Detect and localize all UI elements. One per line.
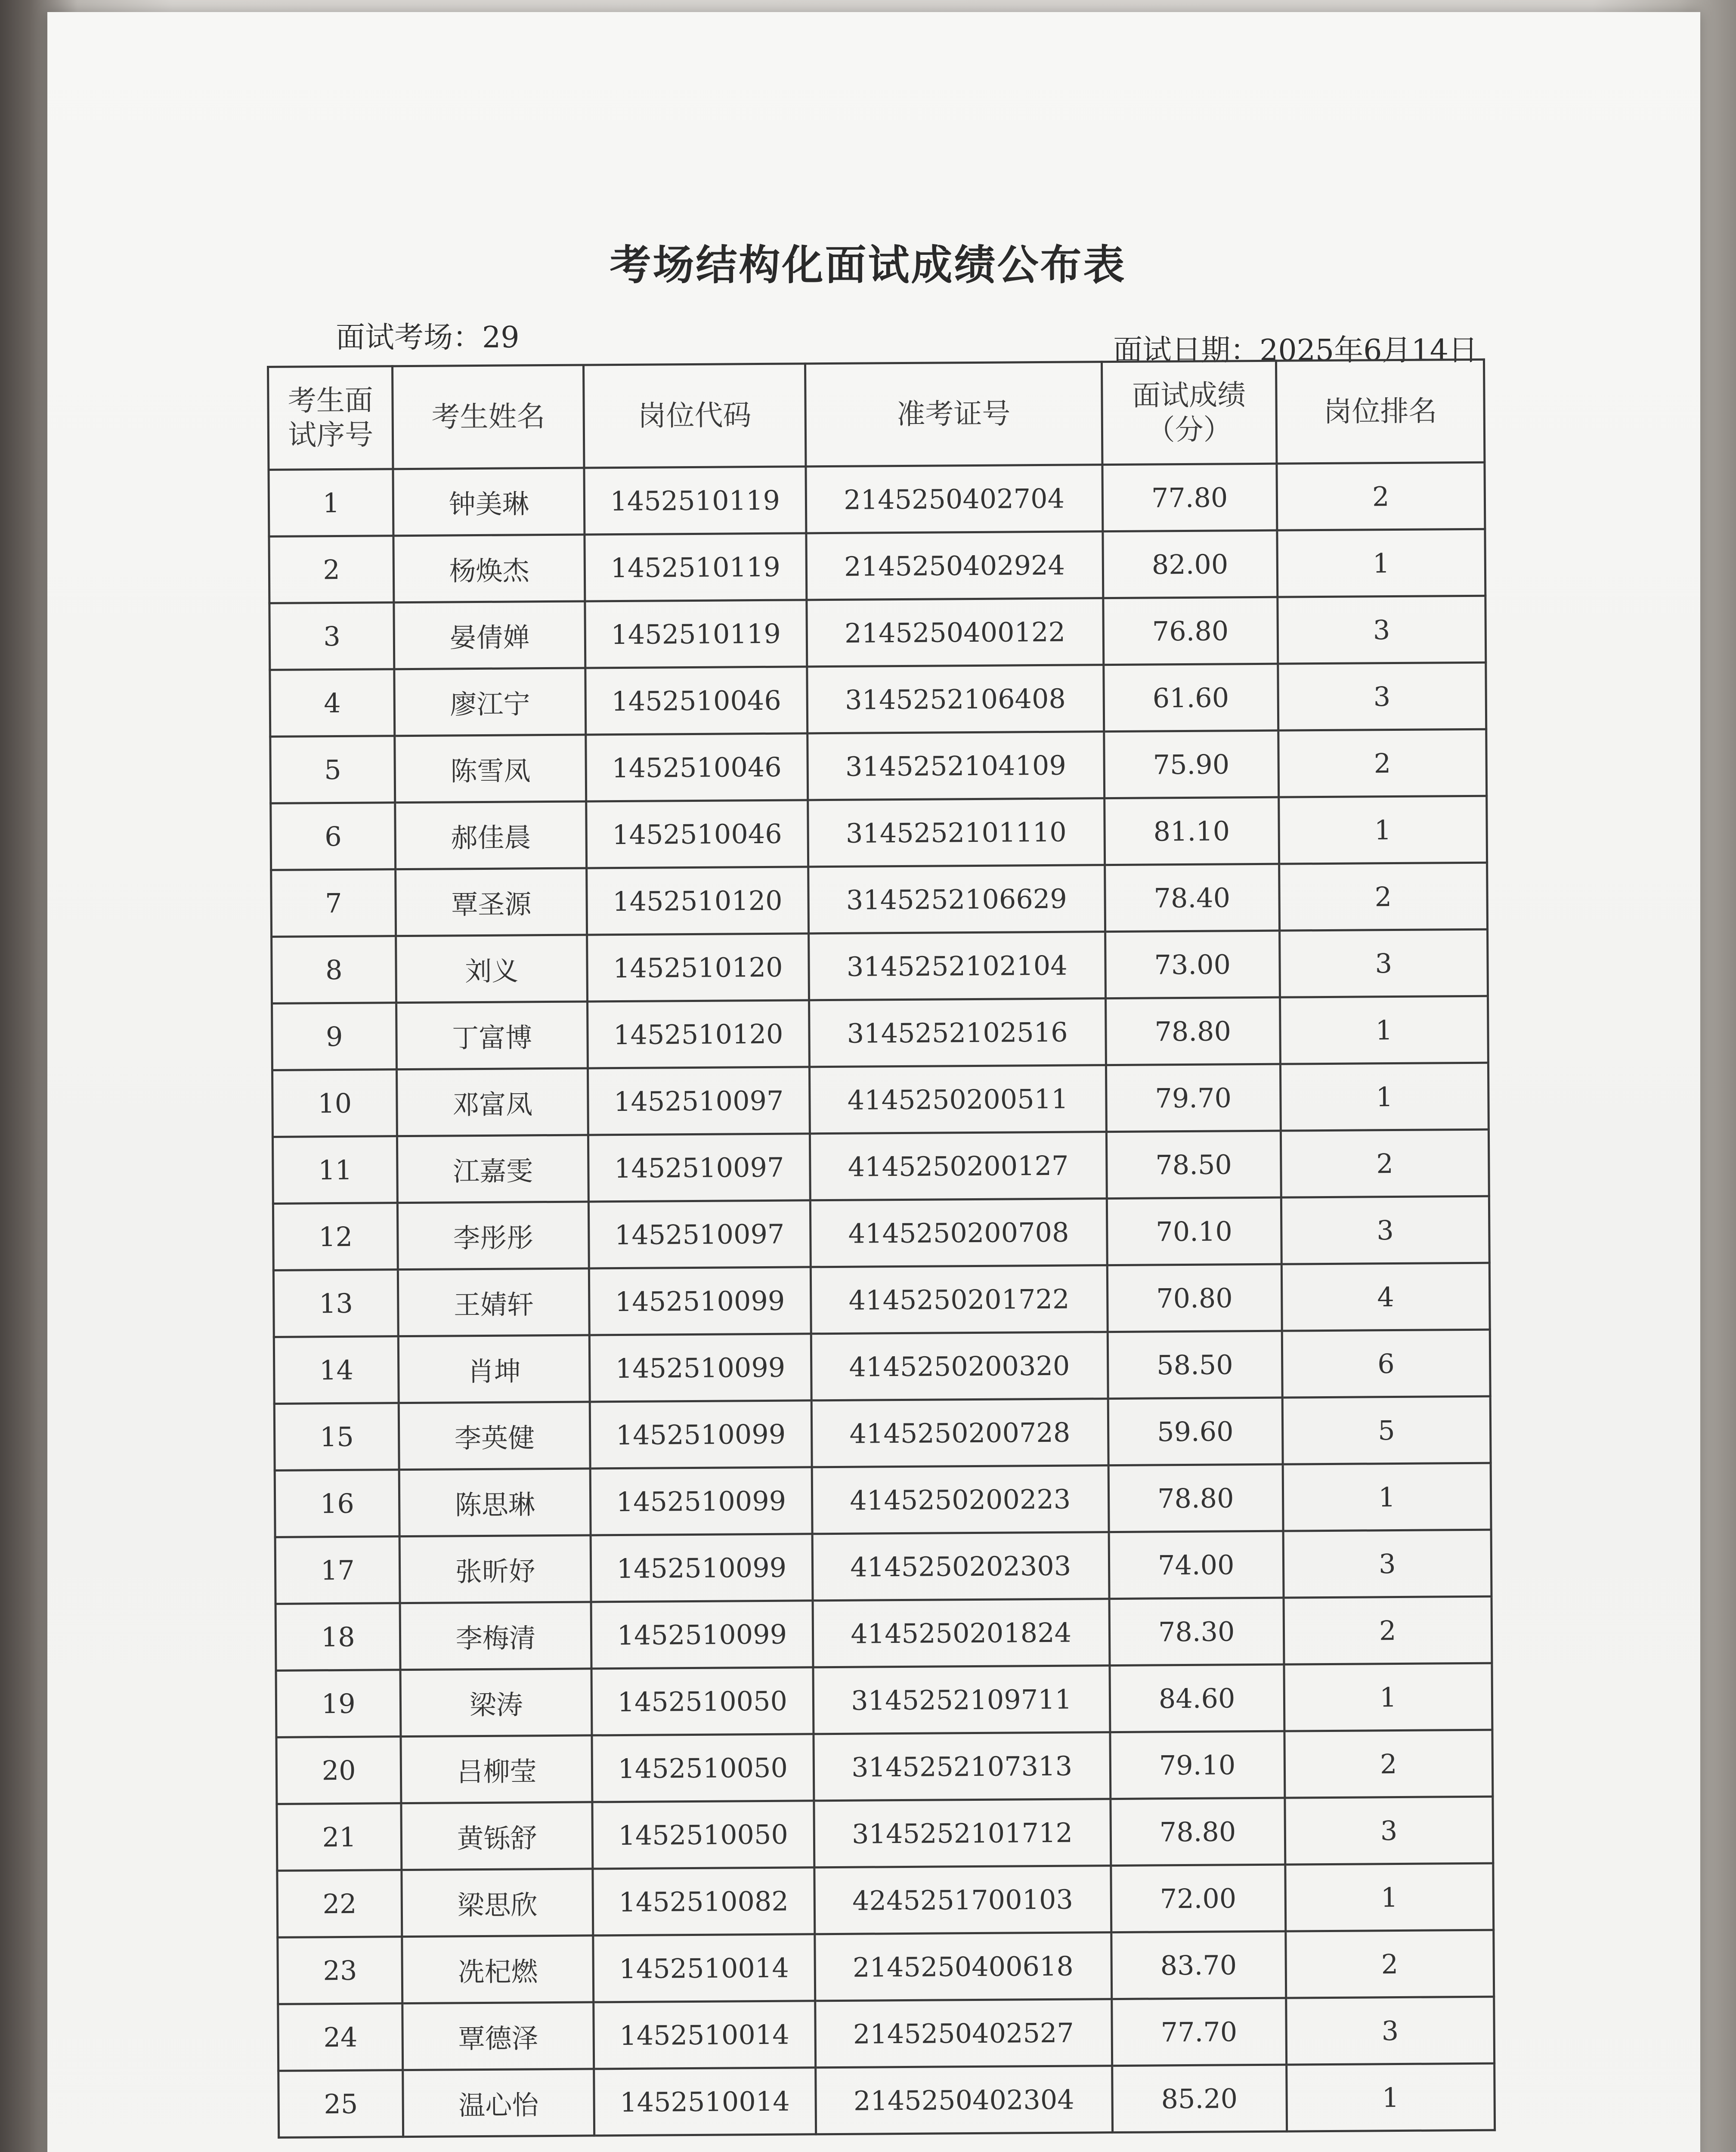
table-row — [273, 1196, 1489, 1270]
cell-seq: 19 — [276, 1670, 401, 1738]
cell-score: 83.70 — [1111, 1931, 1286, 1999]
cell-score: 75.90 — [1104, 730, 1279, 798]
document-title: 考场结构化面试成绩公布表 — [610, 241, 1126, 289]
cell-rank: 1 — [1277, 529, 1485, 597]
table-row — [275, 1596, 1492, 1670]
cell-seq: 22 — [277, 1870, 402, 1938]
cell-seq: 18 — [275, 1603, 400, 1671]
header-rank: 岗位排名 — [1276, 359, 1485, 464]
cell-seq: 13 — [273, 1270, 398, 1337]
cell-rank: 2 — [1284, 1730, 1492, 1798]
cell-rank: 3 — [1279, 929, 1488, 997]
cell-name: 肖坤 — [399, 1335, 590, 1403]
cell-score: 82.00 — [1103, 530, 1278, 598]
cell-rank: 3 — [1278, 662, 1486, 730]
cell-rank: 1 — [1280, 1063, 1488, 1131]
cell-position-code: 1452510099 — [589, 1334, 811, 1402]
cell-score: 73.00 — [1105, 931, 1280, 998]
cell-position-code: 1452510050 — [592, 1734, 814, 1802]
cell-name: 吕柳莹 — [401, 1735, 592, 1803]
cell-seq: 9 — [272, 1003, 397, 1070]
cell-name: 覃圣源 — [396, 868, 587, 936]
cell-rank: 6 — [1282, 1330, 1490, 1398]
cell-rank: 3 — [1283, 1530, 1492, 1598]
cell-score: 77.70 — [1112, 1998, 1287, 2065]
table-row — [269, 462, 1485, 536]
cell-name: 张昕妤 — [400, 1535, 591, 1603]
cell-rank: 3 — [1286, 1997, 1494, 2065]
cell-ticket: 4145250200708 — [810, 1199, 1107, 1267]
cell-name: 温心怡 — [403, 2069, 594, 2137]
cell-score: 61.60 — [1104, 664, 1278, 731]
cell-name: 陈思琳 — [399, 1469, 591, 1537]
cell-ticket: 3145252101712 — [814, 1799, 1111, 1868]
cell-score: 59.60 — [1108, 1398, 1283, 1465]
cell-ticket: 3145252101110 — [808, 798, 1105, 867]
cell-ticket: 2145250402304 — [815, 2066, 1112, 2134]
cell-ticket: 3145252107313 — [813, 1732, 1110, 1801]
exam-room-label: 面试考场：29 — [336, 321, 520, 355]
cell-ticket: 3145252106629 — [808, 865, 1105, 934]
cell-name: 晏倩婵 — [394, 601, 585, 669]
cell-ticket: 3145252109711 — [813, 1666, 1110, 1734]
cell-score: 84.60 — [1110, 1664, 1284, 1732]
cell-rank: 3 — [1284, 1796, 1493, 1864]
cell-rank: 1 — [1286, 2063, 1495, 2131]
cell-name: 李彤彤 — [398, 1202, 589, 1270]
cell-name: 冼杞燃 — [402, 1936, 593, 2004]
header-seq: 考生面试序号 — [268, 366, 393, 470]
cell-position-code: 1452510120 — [588, 1000, 809, 1068]
cell-seq: 7 — [271, 869, 396, 937]
cell-rank: 2 — [1284, 1596, 1492, 1664]
cell-name: 江嘉雯 — [397, 1135, 588, 1203]
cell-name: 钟美琳 — [393, 468, 584, 536]
cell-name: 李梅清 — [400, 1602, 591, 1670]
cell-name: 梁思欣 — [402, 1869, 593, 1937]
cell-seq: 14 — [274, 1336, 399, 1404]
cell-position-code: 1452510050 — [592, 1801, 814, 1869]
cell-score: 74.00 — [1109, 1531, 1284, 1599]
cell-score: 78.50 — [1106, 1131, 1281, 1198]
cell-ticket: 2145250400618 — [814, 1932, 1111, 2001]
cell-position-code: 1452510097 — [588, 1200, 810, 1268]
cell-ticket: 4145250200223 — [812, 1466, 1109, 1534]
score-table — [267, 359, 1496, 2139]
cell-score: 78.40 — [1105, 864, 1279, 931]
cell-position-code: 1452510119 — [585, 600, 807, 668]
cell-ticket: 4145250200320 — [811, 1332, 1108, 1401]
header-score: 面试成绩（分） — [1102, 361, 1276, 464]
cell-rank: 1 — [1285, 1863, 1493, 1931]
cell-score: 70.80 — [1107, 1264, 1282, 1332]
header-name: 考生姓名 — [393, 365, 584, 469]
table-row — [272, 929, 1488, 1003]
cell-name: 邓富凤 — [397, 1068, 588, 1136]
table-row — [270, 729, 1487, 803]
cell-position-code: 1452510014 — [593, 1934, 815, 2002]
header-position-code: 岗位代码 — [584, 364, 806, 468]
cell-name: 李英健 — [399, 1402, 590, 1470]
cell-name: 王婧轩 — [398, 1268, 589, 1336]
cell-score: 79.10 — [1110, 1731, 1285, 1799]
cell-rank: 1 — [1280, 996, 1488, 1064]
cell-position-code: 1452510046 — [585, 667, 807, 735]
cell-rank: 3 — [1281, 1196, 1489, 1264]
cell-position-code: 1452510082 — [593, 1868, 814, 1936]
cell-seq: 4 — [270, 669, 395, 737]
cell-score: 76.80 — [1103, 597, 1278, 665]
cell-seq: 24 — [278, 2004, 403, 2071]
cell-seq: 16 — [275, 1470, 399, 1537]
table-row — [272, 996, 1488, 1070]
cell-rank: 2 — [1285, 1930, 1494, 1998]
cell-score: 70.10 — [1107, 1197, 1281, 1265]
cell-seq: 1 — [269, 469, 393, 537]
table-row — [271, 863, 1488, 937]
cell-name: 廖江宁 — [394, 668, 585, 736]
cell-seq: 8 — [272, 936, 396, 1004]
cell-seq: 25 — [279, 2070, 403, 2138]
cell-score: 81.10 — [1105, 797, 1279, 865]
cell-name: 郝佳晨 — [395, 801, 586, 869]
table-row — [278, 1930, 1494, 2004]
table-row — [274, 1330, 1490, 1404]
table-row — [274, 1396, 1491, 1470]
cell-position-code: 1452510119 — [584, 467, 806, 535]
cell-position-code: 1452510050 — [591, 1667, 813, 1735]
cell-seq: 12 — [273, 1203, 398, 1271]
table-row — [269, 596, 1486, 670]
cell-ticket: 2145250402527 — [815, 1999, 1112, 2068]
cell-score: 58.50 — [1108, 1331, 1282, 1398]
cell-seq: 21 — [277, 1803, 402, 1871]
cell-score: 78.80 — [1111, 1798, 1285, 1865]
table-row — [272, 1063, 1488, 1137]
cell-ticket: 4145250201722 — [811, 1265, 1108, 1334]
table-row — [277, 1796, 1493, 1871]
table-row — [276, 1663, 1492, 1737]
cell-score: 72.00 — [1111, 1864, 1286, 1932]
cell-name: 梁涛 — [400, 1669, 591, 1737]
cell-seq: 17 — [275, 1537, 400, 1604]
table-header-row — [268, 359, 1485, 470]
cell-position-code: 1452510120 — [587, 934, 809, 1002]
cell-ticket: 2145250402704 — [805, 465, 1102, 533]
cell-ticket: 4145250200511 — [809, 1065, 1106, 1134]
table-row — [271, 796, 1487, 870]
cell-position-code: 1452510099 — [591, 1534, 812, 1602]
table-row — [276, 1730, 1493, 1804]
table-row — [269, 529, 1485, 603]
cell-ticket: 4145250202303 — [812, 1532, 1109, 1601]
cell-score: 85.20 — [1112, 2065, 1287, 2132]
header-ticket: 准考证号 — [805, 362, 1102, 467]
cell-position-code: 1452510099 — [589, 1267, 811, 1335]
cell-seq: 2 — [269, 536, 394, 603]
cell-score: 78.80 — [1105, 997, 1280, 1065]
cell-rank: 4 — [1281, 1263, 1490, 1331]
cell-seq: 3 — [269, 603, 394, 670]
cell-seq: 20 — [276, 1737, 401, 1804]
cell-position-code: 1452510099 — [590, 1401, 811, 1469]
cell-position-code: 1452510099 — [590, 1467, 812, 1535]
cell-position-code: 1452510046 — [586, 733, 808, 801]
cell-name: 杨焕杰 — [393, 535, 585, 603]
cell-seq: 6 — [271, 803, 396, 870]
cell-rank: 2 — [1278, 729, 1486, 797]
cell-position-code: 1452510046 — [586, 800, 808, 868]
cell-name: 陈雪凤 — [395, 735, 586, 803]
cell-position-code: 1452510014 — [594, 2068, 816, 2136]
cell-ticket: 4145250200127 — [810, 1132, 1107, 1200]
cell-ticket: 4145250200728 — [811, 1399, 1108, 1467]
cell-rank: 2 — [1276, 462, 1485, 530]
table-row — [270, 662, 1486, 736]
cell-seq: 5 — [270, 736, 395, 804]
cell-position-code: 1452510097 — [588, 1067, 809, 1135]
cell-position-code: 1452510097 — [588, 1134, 810, 1202]
cell-ticket: 4145250201824 — [813, 1599, 1110, 1667]
cell-score: 77.80 — [1102, 464, 1277, 531]
cell-position-code: 1452510099 — [591, 1601, 813, 1669]
table-row — [278, 1997, 1495, 2071]
cell-ticket: 3145252106408 — [807, 665, 1104, 733]
cell-seq: 10 — [272, 1070, 397, 1137]
cell-rank: 5 — [1282, 1396, 1491, 1464]
table-row — [279, 2063, 1495, 2137]
cell-rank: 2 — [1279, 863, 1487, 931]
cell-score: 78.80 — [1108, 1464, 1283, 1532]
cell-name: 丁富博 — [396, 1002, 588, 1070]
cell-rank: 2 — [1281, 1129, 1489, 1197]
cell-rank: 1 — [1283, 1463, 1491, 1531]
cell-ticket: 2145250400122 — [806, 598, 1103, 667]
cell-rank: 1 — [1284, 1663, 1492, 1731]
cell-seq: 11 — [272, 1136, 397, 1204]
cell-ticket: 3145252102516 — [809, 999, 1106, 1067]
cell-ticket: 3145252104109 — [807, 732, 1104, 800]
cell-rank: 3 — [1277, 596, 1485, 664]
cell-rank: 1 — [1278, 796, 1487, 864]
cell-seq: 23 — [278, 1937, 402, 2004]
cell-name: 覃德泽 — [402, 2002, 594, 2070]
cell-position-code: 1452510120 — [587, 867, 808, 935]
cell-ticket: 3145252102104 — [808, 932, 1105, 1000]
table-row — [275, 1530, 1492, 1604]
cell-ticket: 2145250402924 — [806, 532, 1103, 600]
cell-seq: 15 — [274, 1403, 399, 1471]
exam-date-label: 面试日期：2025年6月14日 — [1113, 334, 1478, 368]
cell-position-code: 1452510119 — [585, 533, 806, 601]
table-row — [275, 1463, 1491, 1537]
cell-score: 78.30 — [1109, 1598, 1284, 1665]
cell-name: 刘义 — [396, 935, 587, 1003]
cell-score: 79.70 — [1106, 1064, 1281, 1132]
table-row — [273, 1263, 1490, 1337]
cell-position-code: 1452510014 — [594, 2001, 815, 2069]
table-row — [277, 1863, 1494, 1937]
table-row — [272, 1129, 1489, 1203]
cell-name: 黄铄舒 — [401, 1802, 592, 1870]
cell-ticket: 4245251700103 — [814, 1866, 1111, 1934]
